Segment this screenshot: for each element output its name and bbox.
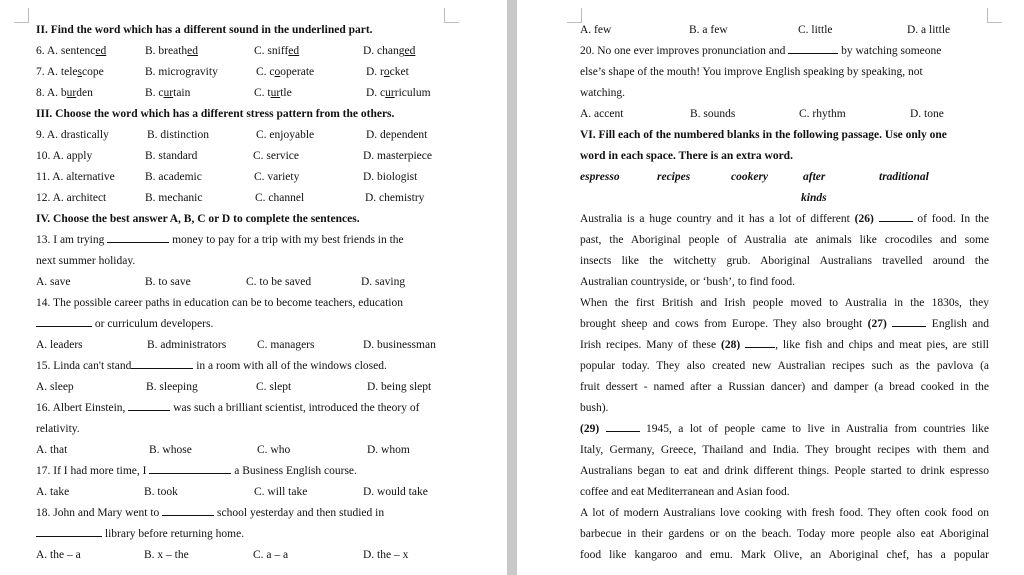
question-14-options: A. leaders B. administrators C. managers D. businessman xyxy=(36,339,436,351)
question-13-options: A. save B. to save C. to be saved D. saving xyxy=(36,276,406,288)
question-17: 17. If I had more time, I a Business English course. xyxy=(36,461,357,482)
question-16: 16. Albert Einstein, was such a brilliant scientist, introduced the theory of xyxy=(36,398,419,419)
page-gap xyxy=(507,0,517,575)
passage-line: Australians began to eat and drink different things. People started to drink espresso xyxy=(580,465,989,477)
question-18-cont: library before returning home. xyxy=(36,524,244,545)
question-19-options: A. few B. a few C. little D. a little xyxy=(580,24,951,36)
question-15-options: A. sleep B. sleeping C. slept D. being slept xyxy=(36,381,432,393)
word-box-item: cookery xyxy=(731,171,769,183)
passage-line: (29) 1945, a lot of people came to live in Australia from countries like xyxy=(580,419,989,440)
margin-corner-mark xyxy=(444,8,459,23)
passage-line: food like kangaroo and emu. Mark Olive, an Aboriginal chef, has a popular xyxy=(580,549,989,561)
word-box-item: kinds xyxy=(801,192,827,204)
section-4-title: IV. Choose the best answer A, B, C or D to complete the sentences. xyxy=(36,213,360,225)
question-20-cont: else’s shape of the mouth! You improve English speaking by speaking, not xyxy=(580,66,923,78)
section-2-title: II. Find the word which has a different sound in the underlined part. xyxy=(36,24,373,36)
question-12: 12. A. architect B. mechanic C. channel D. chemistry xyxy=(36,192,425,204)
question-20: 20. No one ever improves pronunciation and by watching someone xyxy=(580,41,941,62)
passage-line: brought sheep and cows from Europe. They also brought (27) English and xyxy=(580,314,989,335)
section-3-title: III. Choose the word which has a different stress pattern from the others. xyxy=(36,108,395,120)
answer-blank[interactable] xyxy=(892,315,926,327)
passage-line: Australia is a huge country and it has a lot of different (26) of food. In the xyxy=(580,209,989,230)
passage-line: popular today. They also created new Australian recipes such as the pavlova (a xyxy=(580,360,989,372)
answer-blank[interactable] xyxy=(107,231,169,243)
answer-blank[interactable] xyxy=(745,336,775,348)
answer-blank[interactable] xyxy=(36,525,102,537)
question-20-cont-2: watching. xyxy=(580,87,626,99)
passage-line: fruit dessert - named after a Russian dancer) and damper (a bread cooked in the xyxy=(580,381,989,393)
answer-blank[interactable] xyxy=(606,420,640,432)
question-15: 15. Linda can't stand in a room with all of the windows closed. xyxy=(36,356,387,377)
document-page-right xyxy=(517,0,1024,575)
word-box-item: espresso xyxy=(580,171,620,183)
document-page-left xyxy=(0,0,507,575)
question-13: 13. I am trying money to pay for a trip with my best friends in the xyxy=(36,230,404,251)
question-14: 14. The possible career paths in education can be to become teachers, education xyxy=(36,297,404,309)
passage-line: bush). xyxy=(580,402,609,414)
question-7: 7. A. telescope B. microgravity C. cooperate D. rocket xyxy=(36,66,409,78)
question-16-options: A. that B. whose C. who D. whom xyxy=(36,444,410,456)
word-box-item: traditional xyxy=(879,171,929,183)
passage-line: A lot of modern Australians love cooking with fresh food. They often cook food on xyxy=(580,507,989,519)
word-box-item: after xyxy=(803,171,826,183)
passage-line: Australian countryside, or ‘bush’, to find food. xyxy=(580,276,795,288)
answer-blank[interactable] xyxy=(162,504,214,516)
passage-line: Irish recipes. Many of these (28) , like fish and chips and meat pies, are still xyxy=(580,335,989,356)
passage-line: barbecue in their gardens or on the beach. Today more people also eat Aboriginal xyxy=(580,528,989,540)
question-8: 8. A. burden B. curtain C. turtle D. curriculum xyxy=(36,87,431,99)
question-6: 6. A. sentenced B. breathed C. sniffed D. changed xyxy=(36,45,416,57)
question-18-options: A. the – a B. x – the C. a – a D. the – x xyxy=(36,549,409,561)
answer-blank[interactable] xyxy=(36,315,92,327)
word-box-item: recipes xyxy=(657,171,691,183)
section-6-title-cont: word in each space. There is an extra word. xyxy=(580,150,793,162)
word-box xyxy=(580,167,1000,188)
question-20-options: A. accent B. sounds C. rhythm D. tone xyxy=(580,108,944,120)
answer-blank[interactable] xyxy=(788,42,838,54)
passage-line: insects like the witchetty grub. Aboriginal Australians travelled around the xyxy=(580,255,989,267)
question-14-cont: or curriculum developers. xyxy=(36,314,213,335)
question-13-cont: next summer holiday. xyxy=(36,255,136,267)
section-6-title: VI. Fill each of the numbered blanks in the following passage. Use only one xyxy=(580,129,947,141)
passage-line: When the first British and Irish people moved to Australia in the 1830s, they xyxy=(580,297,989,309)
question-17-options: A. take B. took C. will take D. would take xyxy=(36,486,428,498)
question-16-cont: relativity. xyxy=(36,423,80,435)
passage-line: coffee and eat Mediterranean and Asian food. xyxy=(580,486,790,498)
answer-blank[interactable] xyxy=(149,462,231,474)
question-9: 9. A. drastically B. distinction C. enjoyable D. dependent xyxy=(36,129,428,141)
answer-blank[interactable] xyxy=(879,210,913,222)
question-18: 18. John and Mary went to school yesterday and then studied in xyxy=(36,503,384,524)
passage-line: past, the Aboriginal people of Australia ate animals like crocodiles and some xyxy=(580,234,989,246)
passage-line: Italy, Germany, Greece, Thailand and India. They brought recipes with them and xyxy=(580,444,989,456)
margin-corner-mark xyxy=(14,8,29,23)
answer-blank[interactable] xyxy=(128,399,170,411)
answer-blank[interactable] xyxy=(131,357,193,369)
question-11: 11. A. alternative B. academic C. variety D. biologist xyxy=(36,171,418,183)
question-10: 10. A. apply B. standard C. service D. masterpiece xyxy=(36,150,432,162)
